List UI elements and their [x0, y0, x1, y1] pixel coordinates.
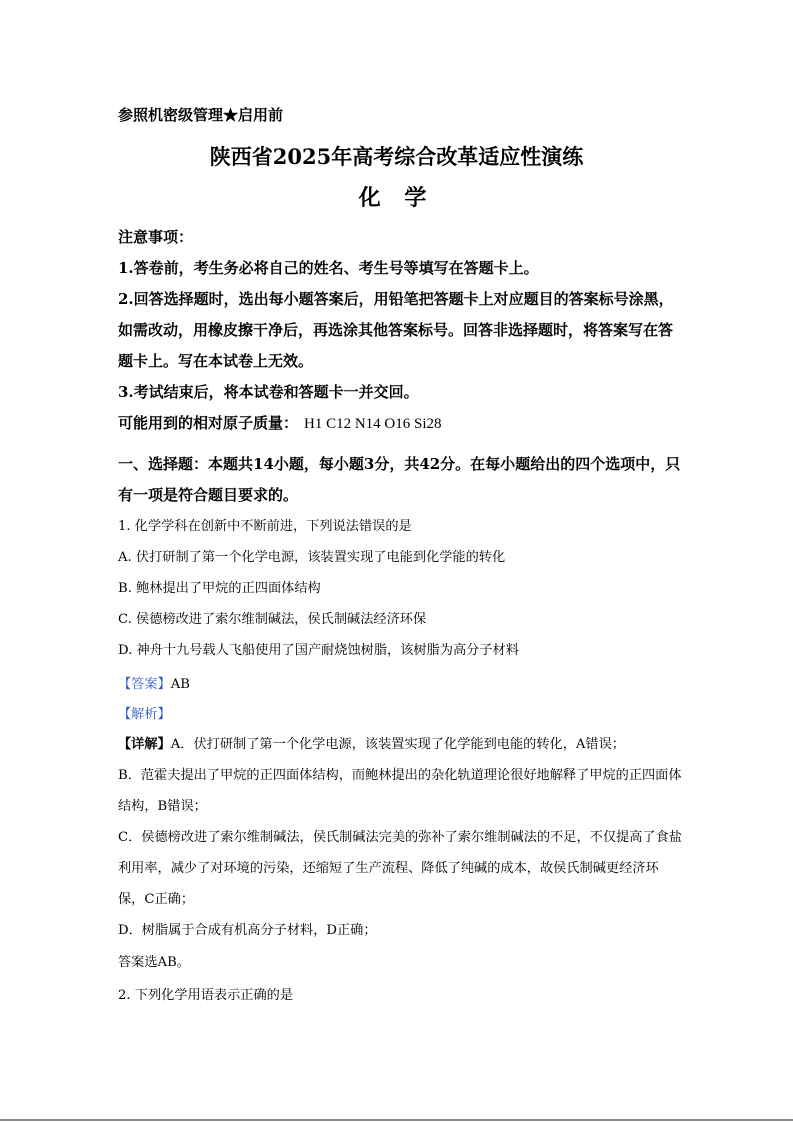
answer-line [118, 669, 683, 700]
detail-d: D．树脂属于合成有机高分子材料，D正确； [118, 923, 377, 938]
detail-b: B．范霍夫提出了甲烷的正四面体结构，而鲍林提出的杂化轨道理论很好地解释了甲烷的正四面体结构，B错误； [118, 768, 682, 814]
answer-value: AB [170, 677, 190, 692]
analysis-line [118, 699, 683, 730]
atomic-mass-label: 可能用到的相对原子质量： [118, 414, 299, 432]
detail-a [118, 729, 683, 760]
notice-item-3: 3.考试结束后，将本试卷和答题卡一并交回。 [118, 383, 419, 401]
subject-title: 化 学 [358, 185, 435, 211]
detail-c: C．侯德榜改进了索尔维制碱法，侯氏制碱法完美的弥补了索尔维制碱法的不足，不仅提高了食盐利用率，减少了对环境的污染，还缩短了生产流程、降低了纯碱的成本，故侯氏制碱更经济环保，C正确； [118, 830, 682, 907]
atomic-mass-values: H1 C12 N14 O16 Si28 [304, 416, 442, 432]
question-1-option-a: A. 伏打研制了第一个化学电源，该装置实现了电能到化学能的转化 [118, 550, 506, 565]
question-1-stem: 1. 化学学科在创新中不断前进，下列说法错误的是 [118, 519, 412, 534]
atomic-mass-line [118, 408, 680, 440]
question-1-option-c: C. 侯德榜改进了索尔维制碱法，侯氏制碱法经济环保 [118, 612, 427, 627]
detail-a-text: A．伏打研制了第一个化学电源，该装置实现了化学能到电能的转化，A错误； [170, 737, 625, 752]
notice-heading: 注意事项： [118, 228, 194, 246]
section-heading: 一、选择题：本题共14小题，每小题3分，共42分。在每小题给出的四个选项中，只有一项是符合题目要求的。 [118, 455, 681, 504]
conclusion: 答案选AB。 [118, 955, 190, 970]
answer-tag: 【答案】 [118, 677, 171, 692]
secret-level: 参照机密级管理★启用前 [118, 106, 284, 124]
analysis-tag: 【解析】 [118, 707, 171, 722]
notice-item-1: 1.答卷前，考生务必将自己的姓名、考生号等填写在答题卡上。 [118, 259, 539, 277]
notice-item-2: 2.回答选择题时，选出每小题答案后，用铅笔把答题卡上对应题目的答案标号涂黑，如需改动，用橡皮擦干净后，再选涂其他答案标号。回答非选择题时，将答案写在答题卡上。写在本试卷上无效。 [118, 290, 674, 370]
question-2-stem: 2. 下列化学用语表示正确的是 [118, 988, 294, 1003]
question-1-option-b: B. 鲍林提出了甲烷的正四面体结构 [118, 581, 321, 596]
exam-title: 陕西省2025年高考综合改革适应性演练 [209, 144, 584, 169]
question-1-option-d: D. 神舟十九号载人飞船使用了国产耐烧蚀树脂，该树脂为高分子材料 [118, 643, 519, 658]
page-bottom-divider [0, 1119, 793, 1121]
detail-tag: 【详解】 [118, 737, 171, 752]
